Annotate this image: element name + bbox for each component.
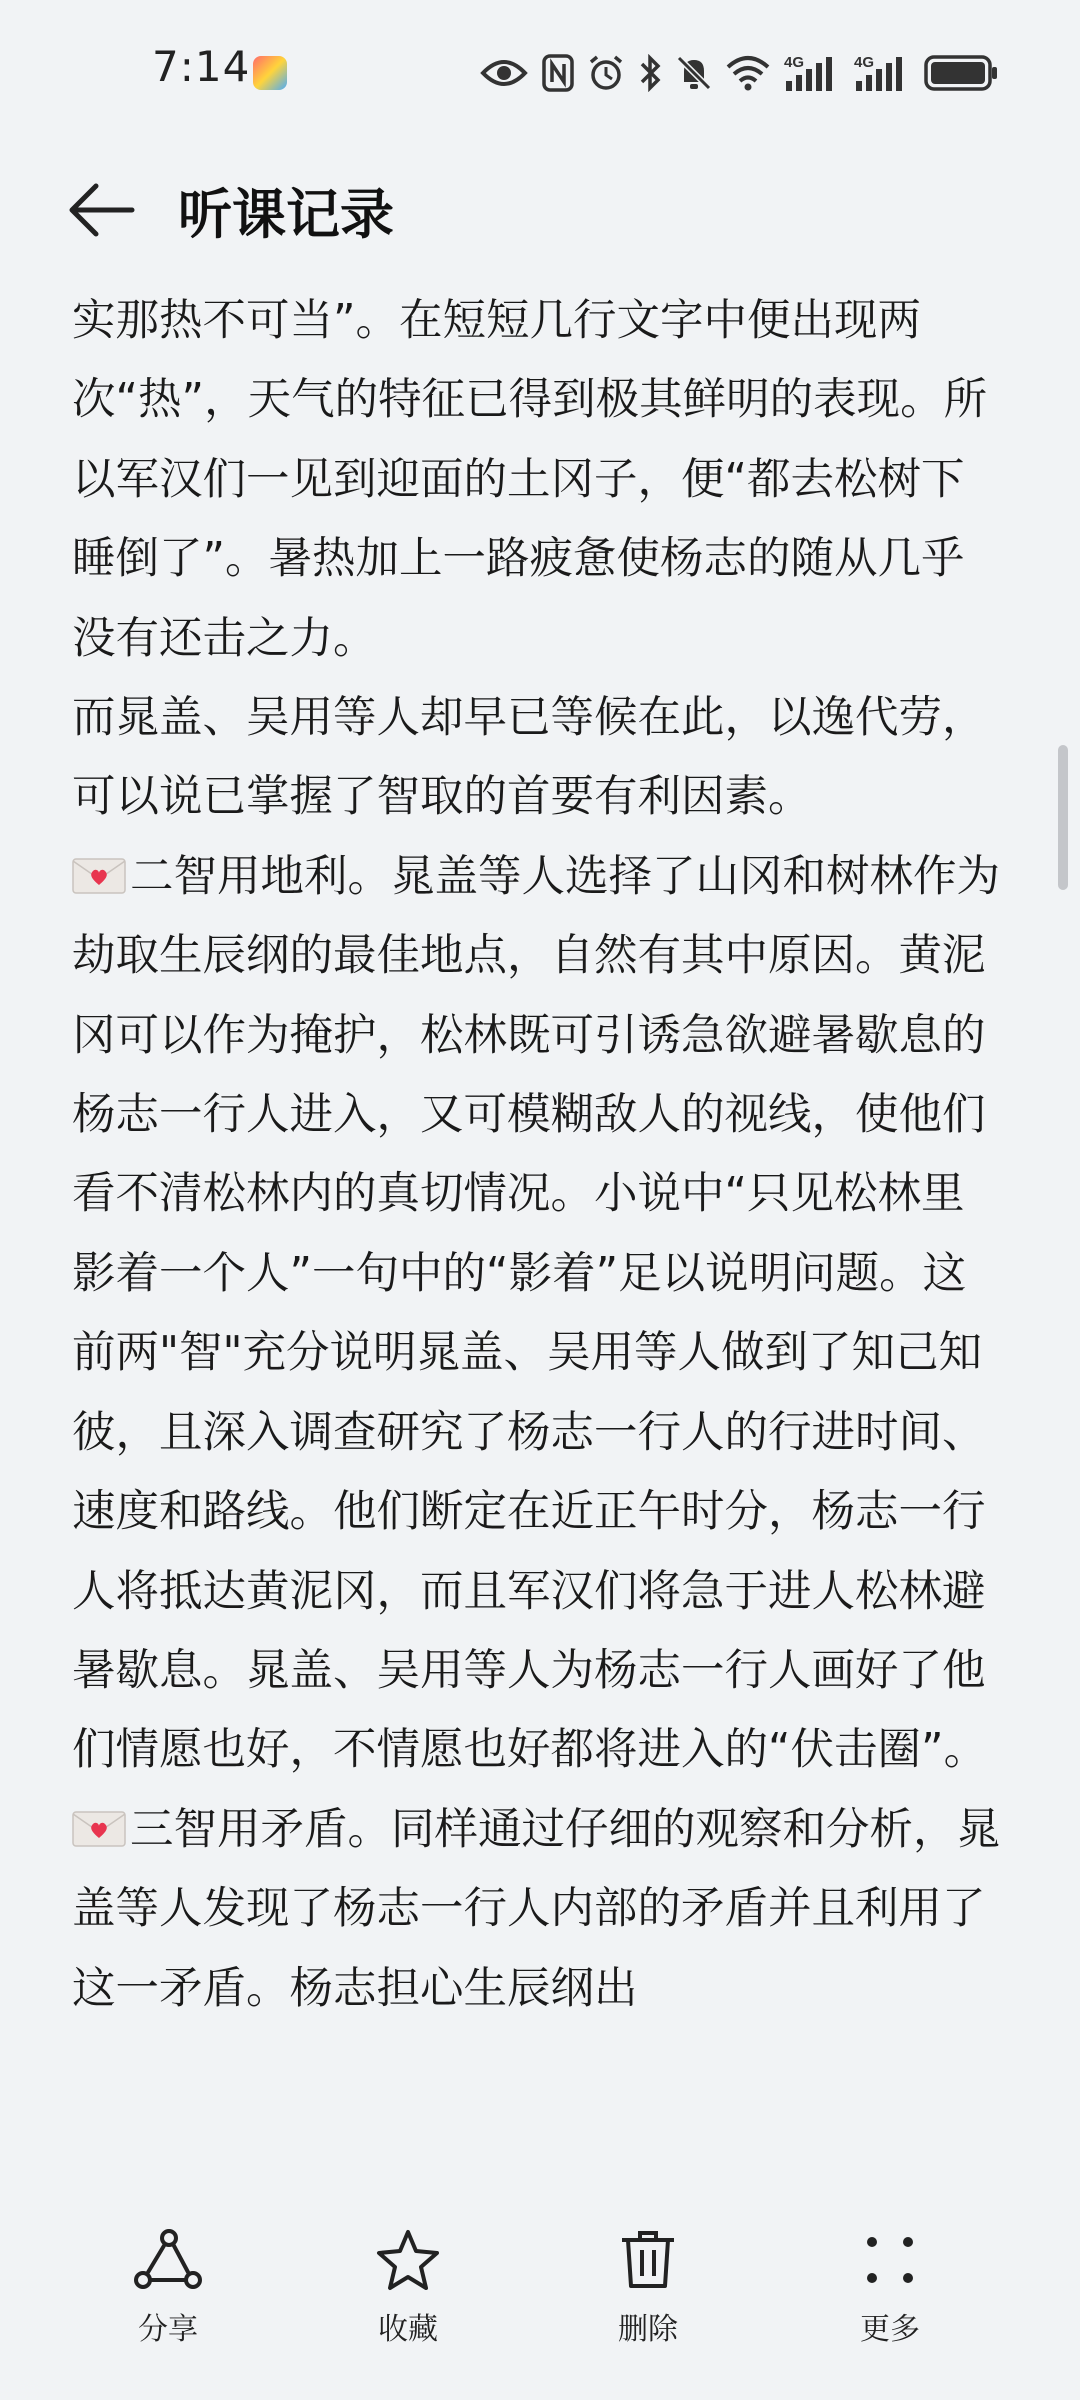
share-label: 分享 [138,2312,198,2347]
star-icon [375,2228,441,2292]
page-title: 听课记录 [178,183,394,246]
scrollbar[interactable] [1058,745,1068,890]
signal-4g-icon [854,53,910,93]
wifi-icon [726,55,770,91]
mute-icon [676,54,712,92]
delete-label: 删除 [618,2312,678,2347]
alarm-icon [588,54,624,92]
paragraph [72,1791,1002,2029]
status-bar [0,0,1080,140]
status-time: 7:14 [152,42,251,91]
note-content[interactable] [72,282,1002,2212]
love-letter-icon [72,1808,126,1848]
share-button[interactable] [78,2220,258,2348]
bottom-toolbar [0,2200,1080,2400]
status-icons [480,50,1000,96]
paragraph: 实那热不可当”。在短短几行文字中便出现两次“热”，天气的特征已得到极其鲜明的表现。所以军汉们一见到迎面的土冈子，便“都去松树下睡倒了”。暑热加上一路疲惫使杨志的随从几乎没有还击之力。 [72,296,988,664]
network-label: 4G [854,54,875,71]
arrow-left-icon [66,180,136,240]
battery-icon [924,54,1000,92]
header [0,160,1080,260]
love-letter-icon [72,855,126,895]
favorite-button[interactable] [318,2220,498,2348]
eye-icon [480,57,528,89]
back-button[interactable] [66,180,146,240]
app-notification-icon [253,56,287,90]
more-icon [860,2230,920,2290]
more-label: 更多 [860,2312,920,2347]
paragraph-text: 三智用矛盾。同样通过仔细的观察和分析，晁盖等人发现了杨志一行人内部的矛盾并且利用了这一矛盾。杨志担心生辰纲出 [72,1804,1000,2014]
network-label: 4G [784,54,805,71]
nfc-icon [542,54,574,92]
signal-4g-icon [784,53,840,93]
paragraph [72,838,1002,1791]
share-icon [133,2228,203,2292]
more-button[interactable] [800,2220,980,2348]
paragraph-text: 二智用地利。晁盖等人选择了山冈和树林作为劫取生辰纲的最佳地点，自然有其中原因。黄泥冈可以作为掩护，松林既可引诱急欲避暑歇息的杨志一行人进入，又可模糊敌人的视线，使他们看不清松林内的真切情况。小说中“只见松林里影着一个人”一句中的“影着”足以说明问题。这前两"智"充分说明晁盖、吴用等人做到了知己知彼，且深入调查研究了杨志一行人的行进时间、速度和路线。他们断定在近正午时分，杨志一行人将抵达黄泥冈，而且军汉们将急于进人松林避暑歇息。晁盖、吴用等人为杨志一行人画好了他们情愿也好，不情愿也好都将进入的“伏击圈”。 [72,851,1000,1776]
trash-icon [618,2228,678,2292]
paragraph: 而晁盖、吴用等人却早已等候在此，以逸代劳，可以说已掌握了智取的首要有利因素。 [72,693,986,823]
bluetooth-icon [638,54,662,92]
favorite-label: 收藏 [378,2312,438,2347]
delete-button[interactable] [558,2220,738,2348]
